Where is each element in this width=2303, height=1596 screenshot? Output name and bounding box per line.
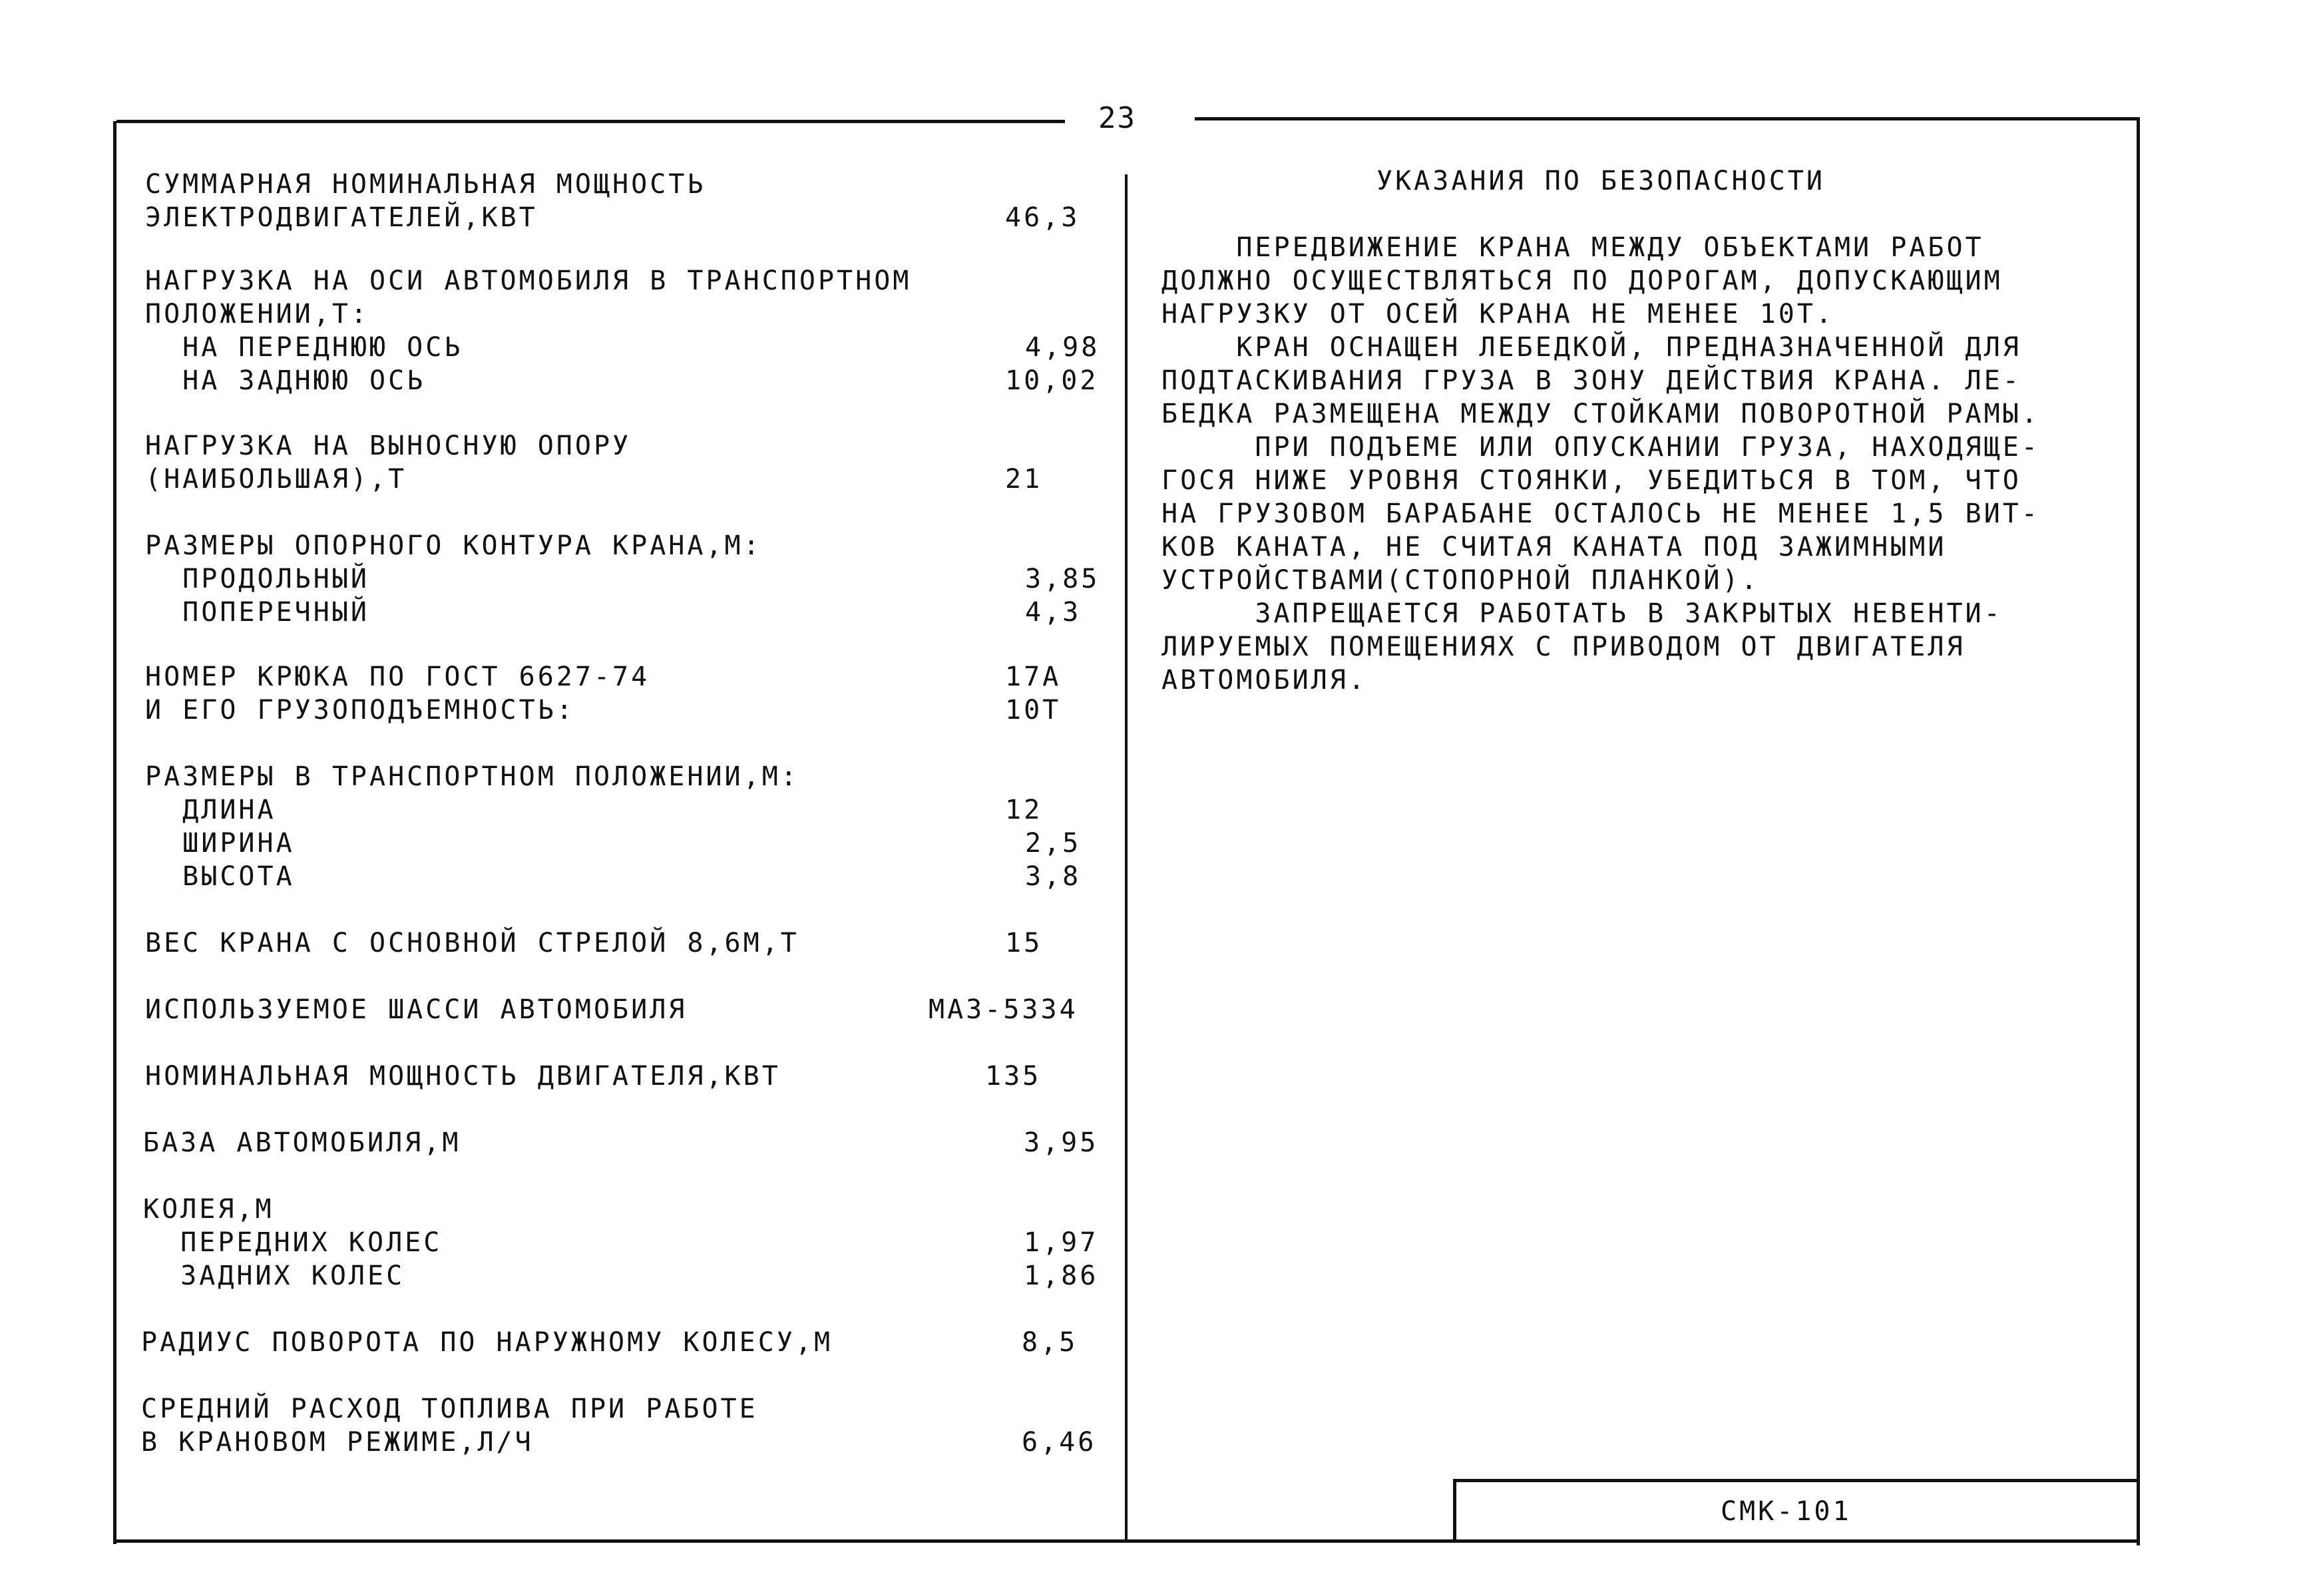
paragraph-line: ЗАПРЕЩАЕТСЯ РАБОТАТЬ В ЗАКРЫТЫХ НЕВЕНТИ- (1161, 598, 2003, 629)
column-divider (1125, 174, 1128, 1541)
section-heading: УКАЗАНИЯ ПО БЕЗОПАСНОСТИ (1376, 166, 1825, 196)
spec-value: 4,3 (1025, 597, 1082, 628)
spec-value: 17А (1005, 662, 1062, 692)
spec-label: ВЫСОТА (145, 861, 295, 892)
spec-value: 3,95 (1024, 1127, 1099, 1158)
spec-label: КОЛЕЯ,М (143, 1194, 274, 1225)
spec-value: 12 (1005, 795, 1043, 825)
spec-value: 2,5 (1025, 828, 1082, 859)
paragraph-line: КОВ КАНАТА, НЕ СЧИТАЯ КАНАТА ПОД ЗАЖИМНЫМИ (1161, 532, 1947, 562)
spec-value: 4,98 (1025, 332, 1100, 363)
spec-label: ПРОДОЛЬНЫЙ (145, 564, 369, 594)
spec-label: СУММАРНАЯ НОМИНАЛЬНАЯ МОЩНОСТЬ (145, 169, 706, 200)
spec-label: НОМИНАЛЬНАЯ МОЩНОСТЬ ДВИГАТЕЛЯ,КВТ (145, 1061, 781, 1092)
paragraph-line: БЕДКА РАЗМЕЩЕНА МЕЖДУ СТОЙКАМИ ПОВОРОТНОЙ РАМЫ. (1161, 399, 2040, 429)
spec-value: 6,46 (1022, 1427, 1097, 1458)
title-block-left (1453, 1479, 1456, 1543)
spec-value: 3,8 (1025, 861, 1082, 892)
document-code: СМК-101 (1721, 1496, 1852, 1527)
spec-label: ЗАДНИХ КОЛЕС (143, 1261, 405, 1291)
spec-value: 10Т (1005, 695, 1062, 725)
paragraph-line: ПОДТАСКИВАНИЯ ГРУЗА В ЗОНУ ДЕЙСТВИЯ КРАНА. ЛЕ- (1161, 365, 2021, 396)
spec-value: 15 (1005, 928, 1043, 958)
spec-value: МАЗ-5334 (929, 994, 1078, 1025)
spec-value: 3,85 (1025, 564, 1100, 594)
title-block-top (1454, 1479, 2139, 1482)
spec-label: СРЕДНИЙ РАСХОД ТОПЛИВА ПРИ РАБОТЕ (141, 1394, 758, 1424)
spec-label: ИСПОЛЬЗУЕМОЕ ШАССИ АВТОМОБИЛЯ (145, 994, 688, 1025)
paragraph-line: ДОЛЖНО ОСУЩЕСТВЛЯТЬСЯ ПО ДОРОГАМ, ДОПУСКАЮЩИМ (1161, 266, 2003, 296)
spec-label: ПОПЕРЕЧНЫЙ (145, 597, 369, 628)
paragraph-line: КРАН ОСНАЩЕН ЛЕБЕДКОЙ, ПРЕДНАЗНАЧЕННОЙ ДЛЯ (1161, 332, 2021, 363)
spec-label: РАДИУС ПОВОРОТА ПО НАРУЖНОМУ КОЛЕСУ,М (141, 1327, 833, 1358)
spec-label: РАЗМЕРЫ ОПОРНОГО КОНТУРА КРАНА,М: (145, 530, 762, 561)
spec-value: 1,86 (1024, 1261, 1099, 1291)
paragraph-line: НАГРУЗКУ ОТ ОСЕЙ КРАНА НЕ МЕНЕЕ 10Т. (1161, 299, 1834, 329)
paragraph-line: ПРИ ПОДЪЕМЕ ИЛИ ОПУСКАНИИ ГРУЗА, НАХОДЯЩЕ- (1161, 432, 2040, 463)
spec-label: БАЗА АВТОМОБИЛЯ,М (143, 1127, 461, 1158)
spec-label: И ЕГО ГРУЗОПОДЪЕМНОСТЬ: (145, 695, 575, 725)
frame-right (2137, 117, 2140, 1545)
spec-value: 46,3 (1005, 202, 1080, 233)
spec-label: ПОЛОЖЕНИИ,Т: (145, 299, 369, 329)
paragraph-line: УСТРОЙСТВАМИ(СТОПОРНОЙ ПЛАНКОЙ). (1161, 565, 1760, 596)
spec-label: НА ЗАДНЮЮ ОСЬ (145, 365, 426, 396)
page-number: 23 (1098, 101, 1136, 135)
spec-label: В КРАНОВОМ РЕЖИМЕ,Л/Ч (141, 1427, 534, 1458)
spec-value: 8,5 (1022, 1327, 1078, 1358)
paragraph-line: ЛИРУЕМЫХ ПОМЕЩЕНИЯХ С ПРИВОДОМ ОТ ДВИГАТЕЛЯ (1161, 632, 1966, 662)
spec-label: НАГРУЗКА НА ВЫНОСНУЮ ОПОРУ (145, 431, 632, 461)
spec-value: 21 (1005, 464, 1043, 495)
spec-label: НА ПЕРЕДНЮЮ ОСЬ (145, 332, 463, 363)
spec-label: НОМЕР КРЮКА ПО ГОСТ 6627-74 (145, 662, 650, 692)
paragraph-line: НА ГРУЗОВОМ БАРАБАНЕ ОСТАЛОСЬ НЕ МЕНЕЕ 1,5 ВИТ- (1161, 499, 2040, 529)
spec-label: ШИРИНА (145, 828, 295, 859)
spec-label: НАГРУЗКА НА ОСИ АВТОМОБИЛЯ В ТРАНСПОРТНОМ (145, 266, 912, 296)
paragraph-line: ГОСЯ НИЖЕ УРОВНЯ СТОЯНКИ, УБЕДИТЬСЯ В ТОМ, ЧТО (1161, 465, 2021, 496)
spec-value: 10,02 (1005, 365, 1099, 396)
spec-label: ЭЛЕКТРОДВИГАТЕЛЕЙ,КВТ (145, 202, 538, 233)
frame-top-left (116, 120, 1065, 123)
paragraph-line: ПЕРЕДВИЖЕНИЕ КРАНА МЕЖДУ ОБЪЕКТАМИ РАБОТ (1161, 232, 1984, 263)
paragraph-line: АВТОМОБИЛЯ. (1161, 665, 1367, 696)
spec-label: РАЗМЕРЫ В ТРАНСПОРТНОМ ПОЛОЖЕНИИ,М: (145, 761, 799, 792)
frame-left (113, 121, 116, 1544)
spec-label: ВЕС КРАНА С ОСНОВНОЙ СТРЕЛОЙ 8,6М,Т (145, 928, 799, 958)
spec-value: 135 (985, 1061, 1042, 1092)
frame-top-right (1195, 117, 2140, 120)
spec-label: (НАИБОЛЬШАЯ),Т (145, 464, 407, 495)
spec-value: 1,97 (1024, 1227, 1099, 1258)
spec-label: ПЕРЕДНИХ КОЛЕС (143, 1227, 443, 1258)
spec-label: ДЛИНА (145, 795, 276, 825)
